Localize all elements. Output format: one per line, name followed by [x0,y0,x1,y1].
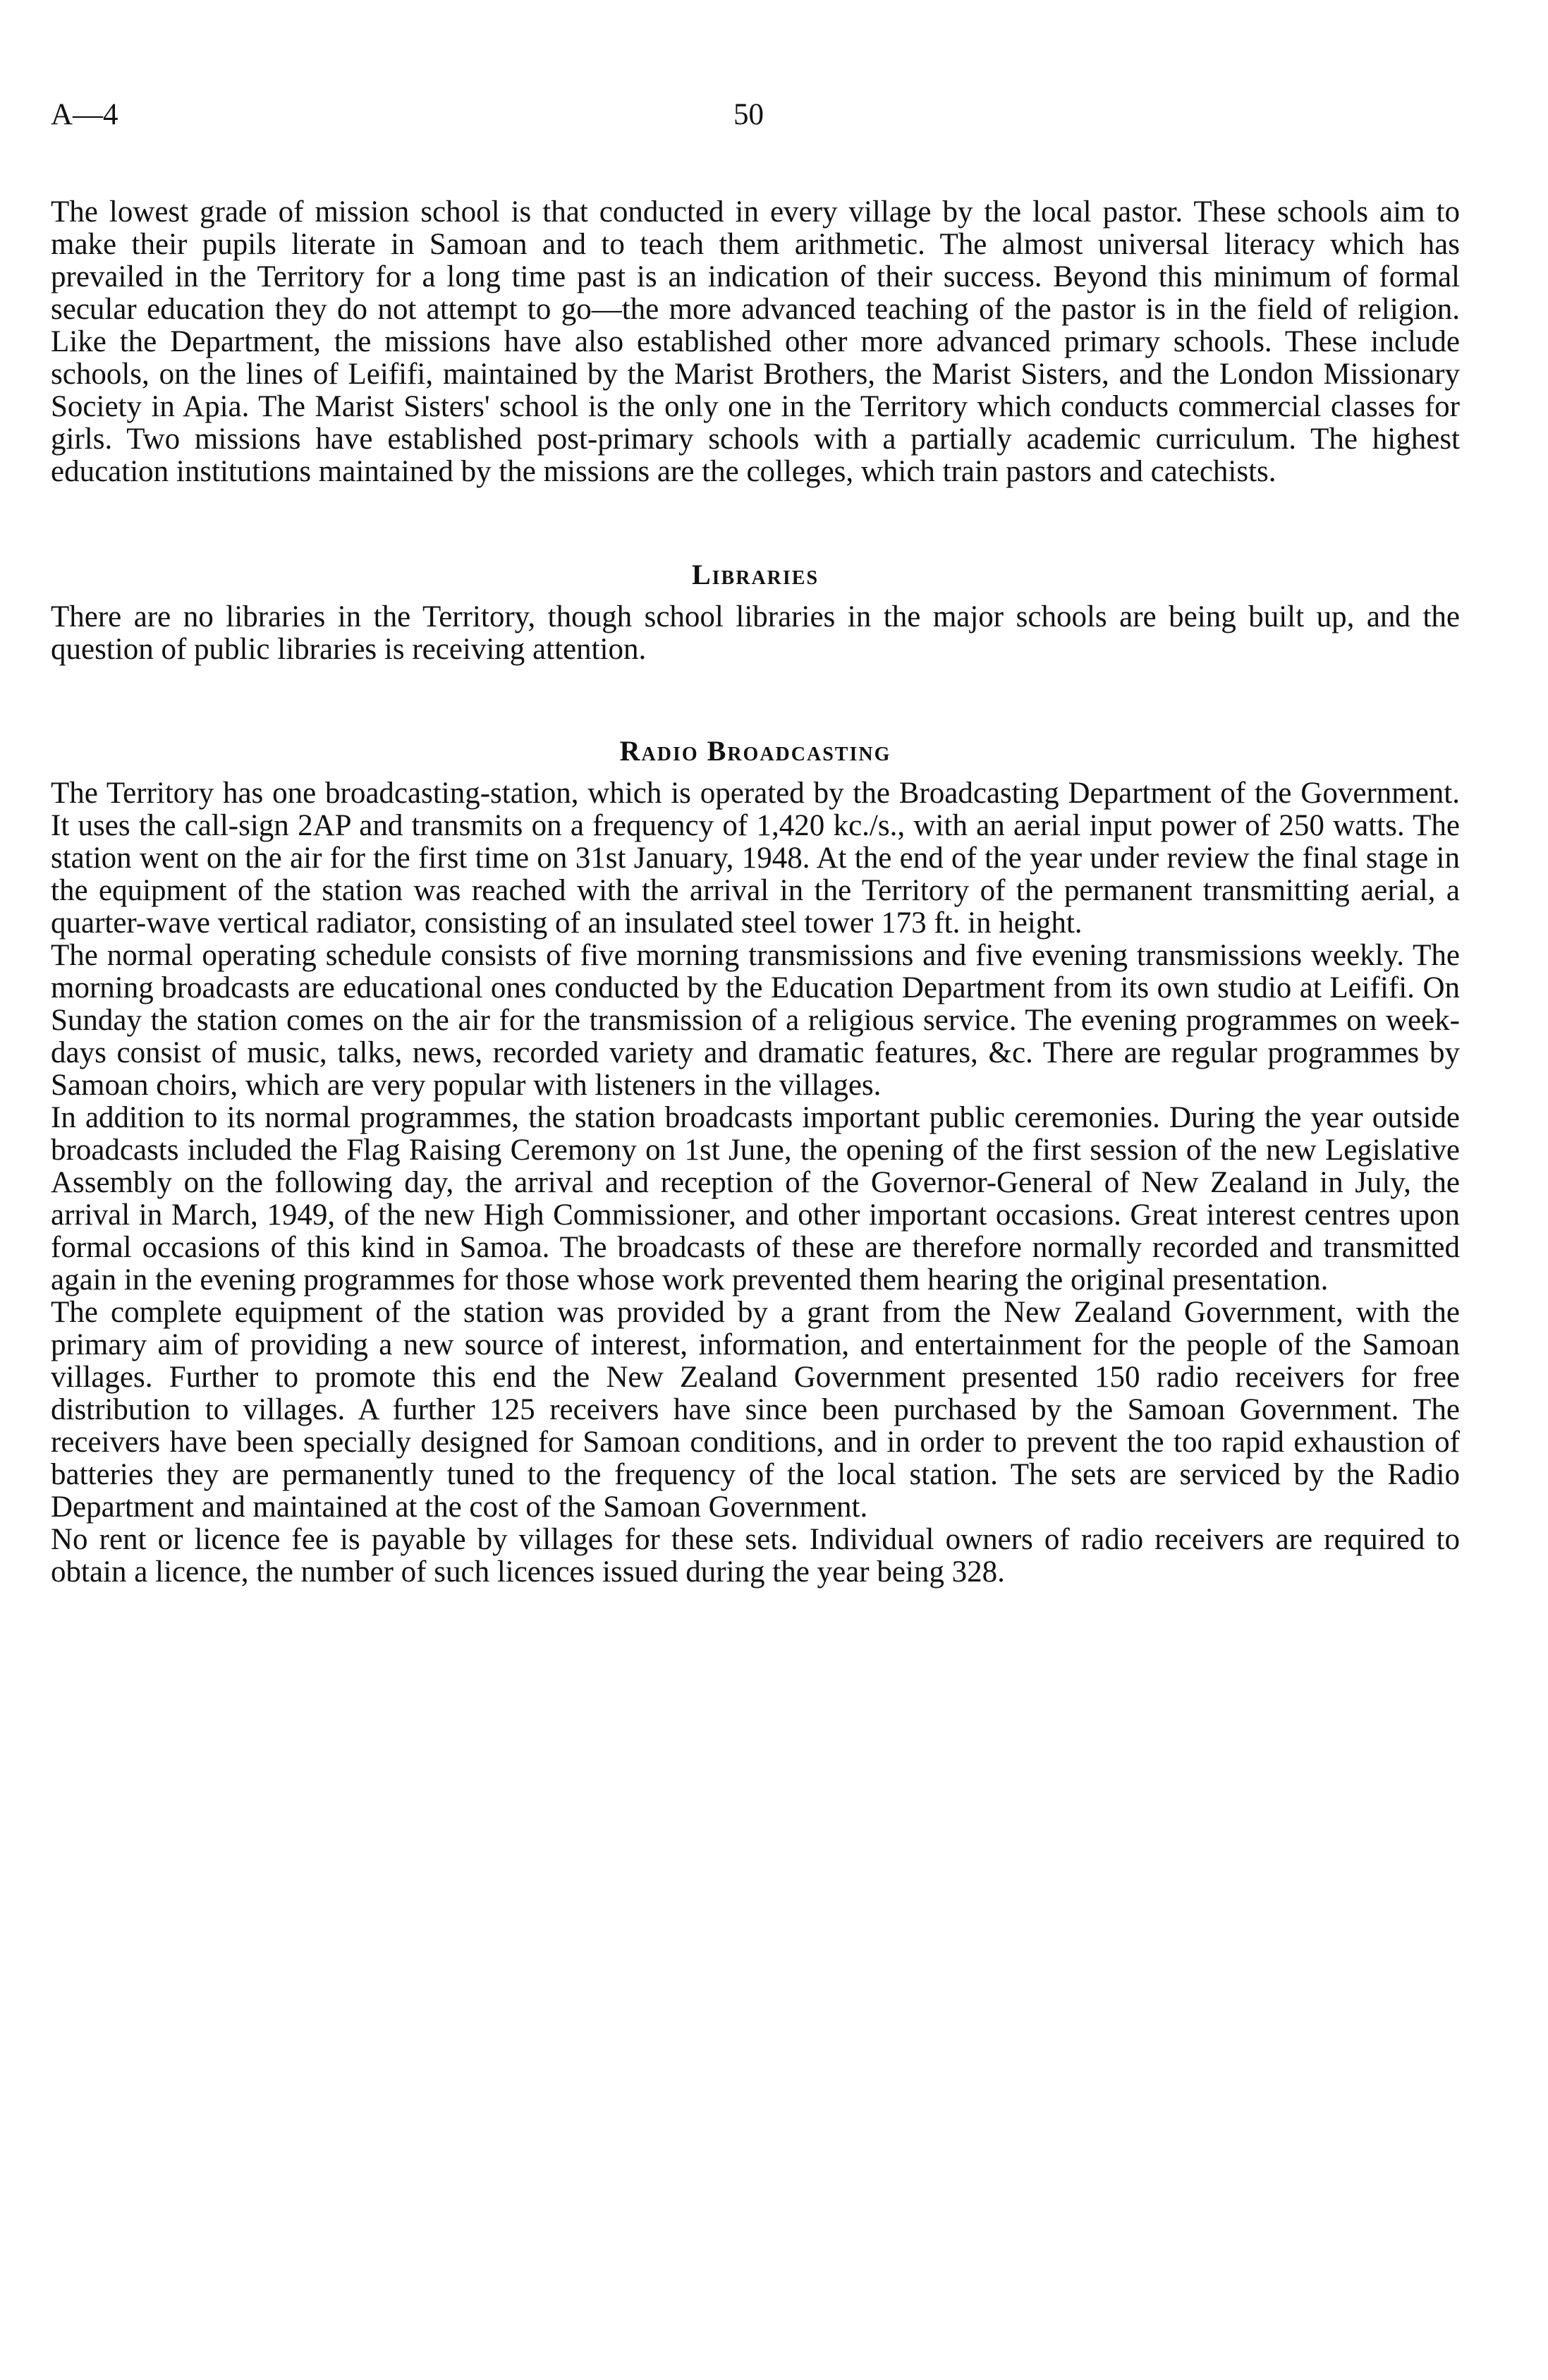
document-code: A—4 [51,98,118,131]
radio-paragraph: In addition to its normal programmes, the station broadcasts important public ceremonies. During the year outside broadcasts included the Flag Raising Ceremony on 1st June, the opening of the first session of the new Legislative Assembly on the following day, the arrival and reception of the Governor-General of New Zealand in July, the arrival in March, 1949, of the new High Commissioner, and other important occasions. Great interest centres upon formal occasions of this kind in Samoa. The broadcasts of these are therefore normally recorded and transmitted again in the evening programmes for those whose work prevented them hearing the original presentation. [51,1101,1460,1297]
page-header [51,83,1460,147]
radio-broadcasting-heading: Radio Broadcasting [619,735,891,767]
libraries-heading: Libraries [691,559,819,590]
document-page [51,83,1460,1589]
document-body [51,196,1460,1589]
radio-paragraph: No rent or licence fee is payable by villages for these sets. Individual owners of radio receivers are required to obtain a licence, the number of such licences issued during the year being 328. [51,1523,1460,1589]
page-number: 50 [733,98,764,131]
radio-paragraph: The Territory has one broadcasting-station, which is operated by the Broadcasting Department of the Government. It uses the call-sign 2AP and transmits on a frequency of 1,420 kc./s., with an aerial input power of 250 watts. The station went on the air for the first time on 31st January, 1948. At the end of the year under review the final stage in the equipment of the station was reached with the arrival in the Territory of the permanent transmitting aerial, a quarter-wave vertical radiator, consisting of an insulated steel tower 173 ft. in height. [51,777,1460,940]
libraries-paragraph: There are no libraries in the Territory, though school libraries in the major schools are being built up, and the question of public libraries is receiving attention. [51,600,1460,666]
radio-paragraph: The complete equipment of the station was provided by a grant from the New Zealand Government, with the primary aim of providing a new source of interest, information, and entertainment for the people of the Samoan villages. Further to promote this end the New Zealand Government presented 150 radio receivers for free distribution to villages. A further 125 receivers have since been purchased by the Samoan Government. The receivers have been specially designed for Samoan conditions, and in order to prevent the too rapid exhaustion of batteries they are permanently tuned to the frequency of the local station. The sets are serviced by the Radio Department and maintained at the cost of the Samoan Government. [51,1296,1460,1524]
intro-paragraph: The lowest grade of mission school is that conducted in every village by the local pastor. These schools aim to make their pupils literate in Samoan and to teach them arithmetic. The almost universal literacy which has prevailed in the Territory for a long time past is an indication of their success. Beyond this minimum of formal secular education they do not attempt to go—the more advanced teaching of the pastor is in the field of religion. Like the Department, the missions have also established other more advanced primary schools. These include schools, on the lines of Leififi, maintained by the Marist Brothers, the Marist Sisters, and the London Missionary Society in Apia. The Marist Sisters' school is the only one in the Territory which conducts commercial classes for girls. Two missions have established post-primary schools with a partially academic curriculum. The highest education institutions maintained by the missions are the colleges, which train pastors and catechists. [51,195,1460,488]
radio-paragraph: The normal operating schedule consists of five morning transmissions and five evening transmissions weekly. The morning broadcasts are educational ones conducted by the Education Department from its own studio at Leififi. On Sunday the station comes on the air for the transmission of a religious service. The evening programmes on week-days consist of music, talks, news, recorded variety and dramatic features, &c. There are regular programmes by Samoan choirs, which are very popular with listeners in the villages. [51,939,1460,1102]
